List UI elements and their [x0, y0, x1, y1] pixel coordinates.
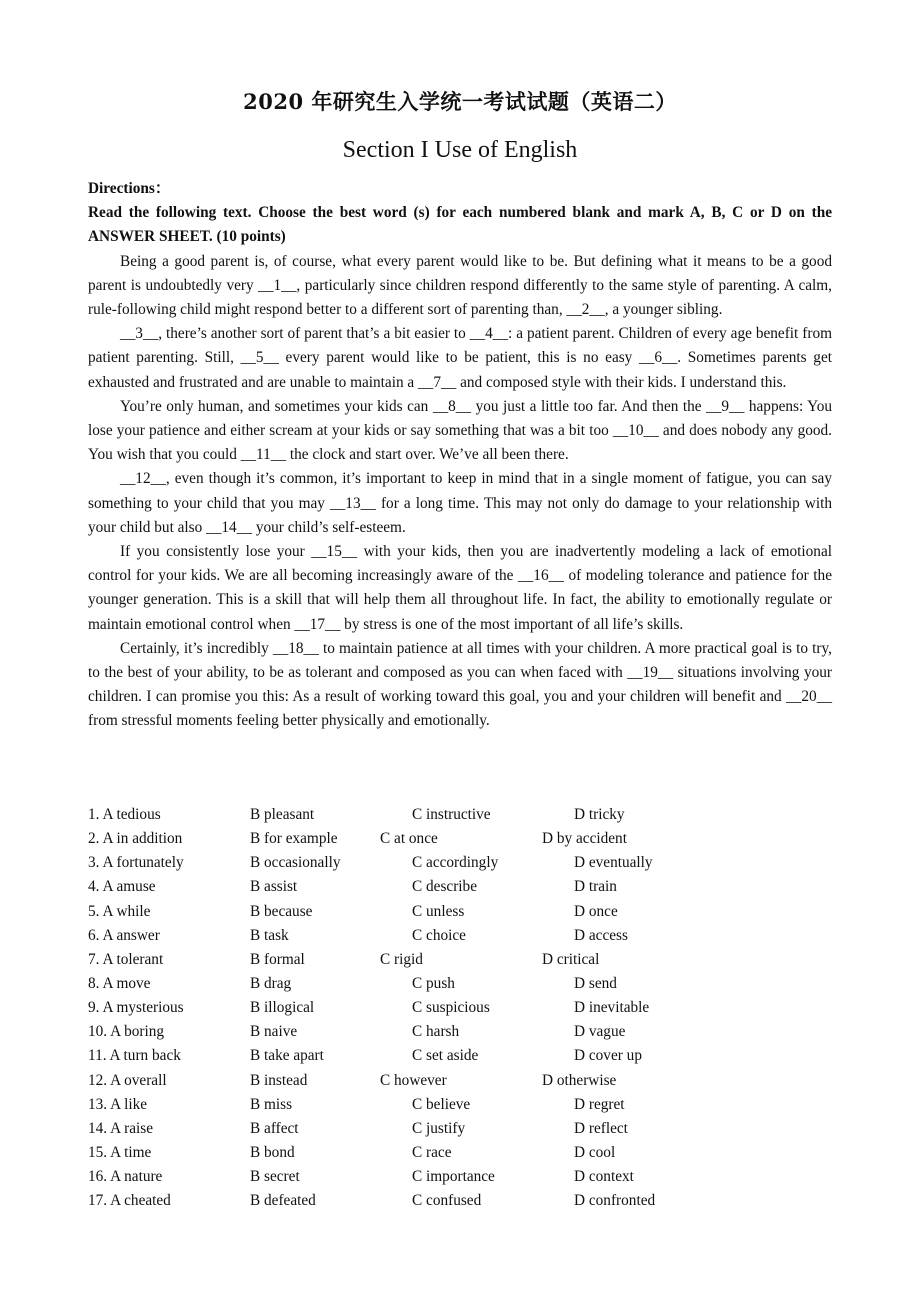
option-row [88, 1141, 832, 1165]
option-d: D train [574, 878, 617, 896]
option-d: D otherwise [542, 1071, 617, 1089]
option-c: C rigid [380, 950, 423, 968]
option-d: D vague [574, 1023, 626, 1041]
option-row [88, 1093, 832, 1117]
option-c: C race [412, 1143, 452, 1161]
option-a: 2. A in addition [88, 830, 183, 848]
option-d: D inevitable [574, 999, 650, 1017]
passage-paragraph-5: If you consistently lose your __15__ with your kids, then you are inadvertently modeling a lack of emotional control for your kids. We are all becoming increasingly aware of the __16__ of modeling tolerance and patience for the younger generation. This is a skill that will help them all throughout life. In fact, the ability to emotionally regulate or maintain emotional control when __17__ by stress is one of the most important of all life’s skills. [88, 543, 832, 633]
option-b: B naive [250, 1023, 298, 1041]
option-c: C justify [412, 1119, 466, 1137]
option-row [88, 851, 832, 875]
option-d: D send [574, 974, 617, 992]
option-a: 7. A tolerant [88, 950, 164, 968]
option-d: D reflect [574, 1119, 628, 1137]
option-row [88, 1020, 832, 1044]
directions-label: Directions： [88, 180, 171, 197]
option-a: 15. A time [88, 1143, 152, 1161]
option-c: C choice [412, 926, 466, 944]
option-c: C instructive [412, 806, 491, 823]
option-c: C unless [412, 902, 465, 920]
option-c: C describe [412, 878, 477, 896]
option-b: B affect [250, 1119, 299, 1137]
option-row [88, 875, 832, 899]
option-b: B take apart [250, 1047, 324, 1065]
option-row [88, 972, 832, 996]
option-d: D cool [574, 1143, 616, 1161]
option-d: D once [574, 902, 618, 920]
passage-paragraph-6: Certainly, it’s incredibly __18__ to maintain patience at all times with your children. A more practical goal is to try, to the best of your ability, to be as tolerant and composed as you can when faced with __19__ situations involving your children. I can promise you this: As a result of working toward this goal, you and your children will benefit and __20__ from stressful moments feeling better physically and emotionally. [88, 639, 832, 730]
option-a: 17. A cheated [88, 1192, 171, 1210]
option-a: 5. A while [88, 902, 151, 920]
option-c: C at once [380, 830, 438, 848]
option-c: C suspicious [412, 999, 490, 1017]
option-d: D cover up [574, 1047, 642, 1065]
passage-paragraph-2: __3__, there’s another sort of parent that’s a bit easier to __4__: a patient parent. Children of every age benefit from patient parenting. Still, __5__ every parent would like to be patient, this is no easy __6__. Sometimes parents get exhausted and frustrated and are unable to maintain a __7__ and composed style with their kids. I understand this. [88, 325, 832, 391]
option-b: B secret [250, 1168, 300, 1186]
option-b: B bond [250, 1143, 295, 1161]
option-d: D regret [574, 1095, 625, 1113]
option-row [88, 948, 832, 972]
option-a: 8. A move [88, 974, 151, 992]
option-d: D by accident [542, 830, 627, 848]
option-a: 12. A overall [88, 1071, 167, 1089]
option-b: B for example [250, 830, 338, 848]
page-title: 2020 年研究生入学统一考试试题（英语二） [243, 89, 677, 114]
option-d: D tricky [574, 806, 625, 823]
option-c: C believe [412, 1095, 471, 1113]
option-row [88, 900, 832, 924]
option-a: 6. A answer [88, 926, 160, 944]
option-b: B defeated [250, 1192, 316, 1210]
section-title: Section I Use of English [342, 137, 578, 163]
option-b: B miss [250, 1095, 293, 1113]
option-a: 3. A fortunately [88, 854, 184, 872]
option-d: D context [574, 1168, 634, 1186]
option-b: B assist [250, 878, 298, 896]
option-row [88, 1165, 832, 1189]
option-b: B illogical [250, 999, 315, 1017]
option-b: B instead [250, 1071, 308, 1089]
directions-text: Read the following text. Choose the best word (s) for each numbered blank and mark A, B, C or D on the ANSWER SHEET. (10 points) [88, 204, 832, 246]
option-b: B formal [250, 950, 305, 968]
passage-paragraph-1: Being a good parent is, of course, what every parent would like to be. But defining what it means to be a good parent is undoubtedly very __1__, particularly since children respond differently to the same style of parenting. A calm, rule-following child might respond better to a different sort of parenting than, __2__, a younger sibling. [88, 252, 832, 319]
option-d: D confronted [574, 1192, 656, 1210]
option-b: B occasionally [250, 854, 341, 872]
passage-paragraph-4: __12__, even though it’s common, it’s important to keep in mind that in a single moment of fatigue, you can say something to your child that you may __13__ for a long time. This may not only do damage to your relationship with your child but also __14__ your child’s self-esteem. [88, 470, 832, 536]
option-d: D eventually [574, 854, 653, 872]
option-b: B because [250, 902, 313, 920]
answer-options [88, 803, 832, 1213]
option-row [88, 1117, 832, 1141]
option-c: C set aside [412, 1047, 479, 1065]
option-row [88, 827, 832, 851]
option-c: C confused [412, 1192, 482, 1210]
option-a: 13. A like [88, 1095, 148, 1113]
option-c: C accordingly [412, 854, 499, 872]
option-c: C importance [412, 1168, 495, 1186]
option-b: B drag [250, 974, 292, 992]
option-a: 1. A tedious [88, 806, 161, 823]
passage-paragraph-3: You’re only human, and sometimes your kids can __8__ you just a little too far. And then the __9__ happens: You lose your patience and either scream at your kids or say something that was a bit too __10__ and does nobody any good. You wish that you could __11__ the clock and start over. We’ve all been there. [88, 397, 832, 464]
option-row [88, 1069, 832, 1093]
option-a: 9. A mysterious [88, 999, 184, 1017]
option-row [88, 1189, 832, 1213]
option-row [88, 803, 832, 827]
option-row [88, 996, 832, 1020]
option-b: B task [250, 926, 289, 944]
option-d: D access [574, 926, 628, 944]
option-c: C harsh [412, 1023, 460, 1041]
passage [88, 177, 832, 734]
option-b: B pleasant [250, 806, 315, 823]
option-d: D critical [542, 950, 600, 968]
option-row [88, 1044, 832, 1068]
option-c: C push [412, 974, 455, 992]
option-a: 14. A raise [88, 1119, 154, 1137]
option-a: 10. A boring [88, 1023, 165, 1041]
option-c: C however [380, 1071, 447, 1089]
option-a: 16. A nature [88, 1168, 163, 1186]
option-row [88, 924, 832, 948]
option-a: 4. A amuse [88, 878, 156, 896]
option-a: 11. A turn back [88, 1047, 181, 1065]
